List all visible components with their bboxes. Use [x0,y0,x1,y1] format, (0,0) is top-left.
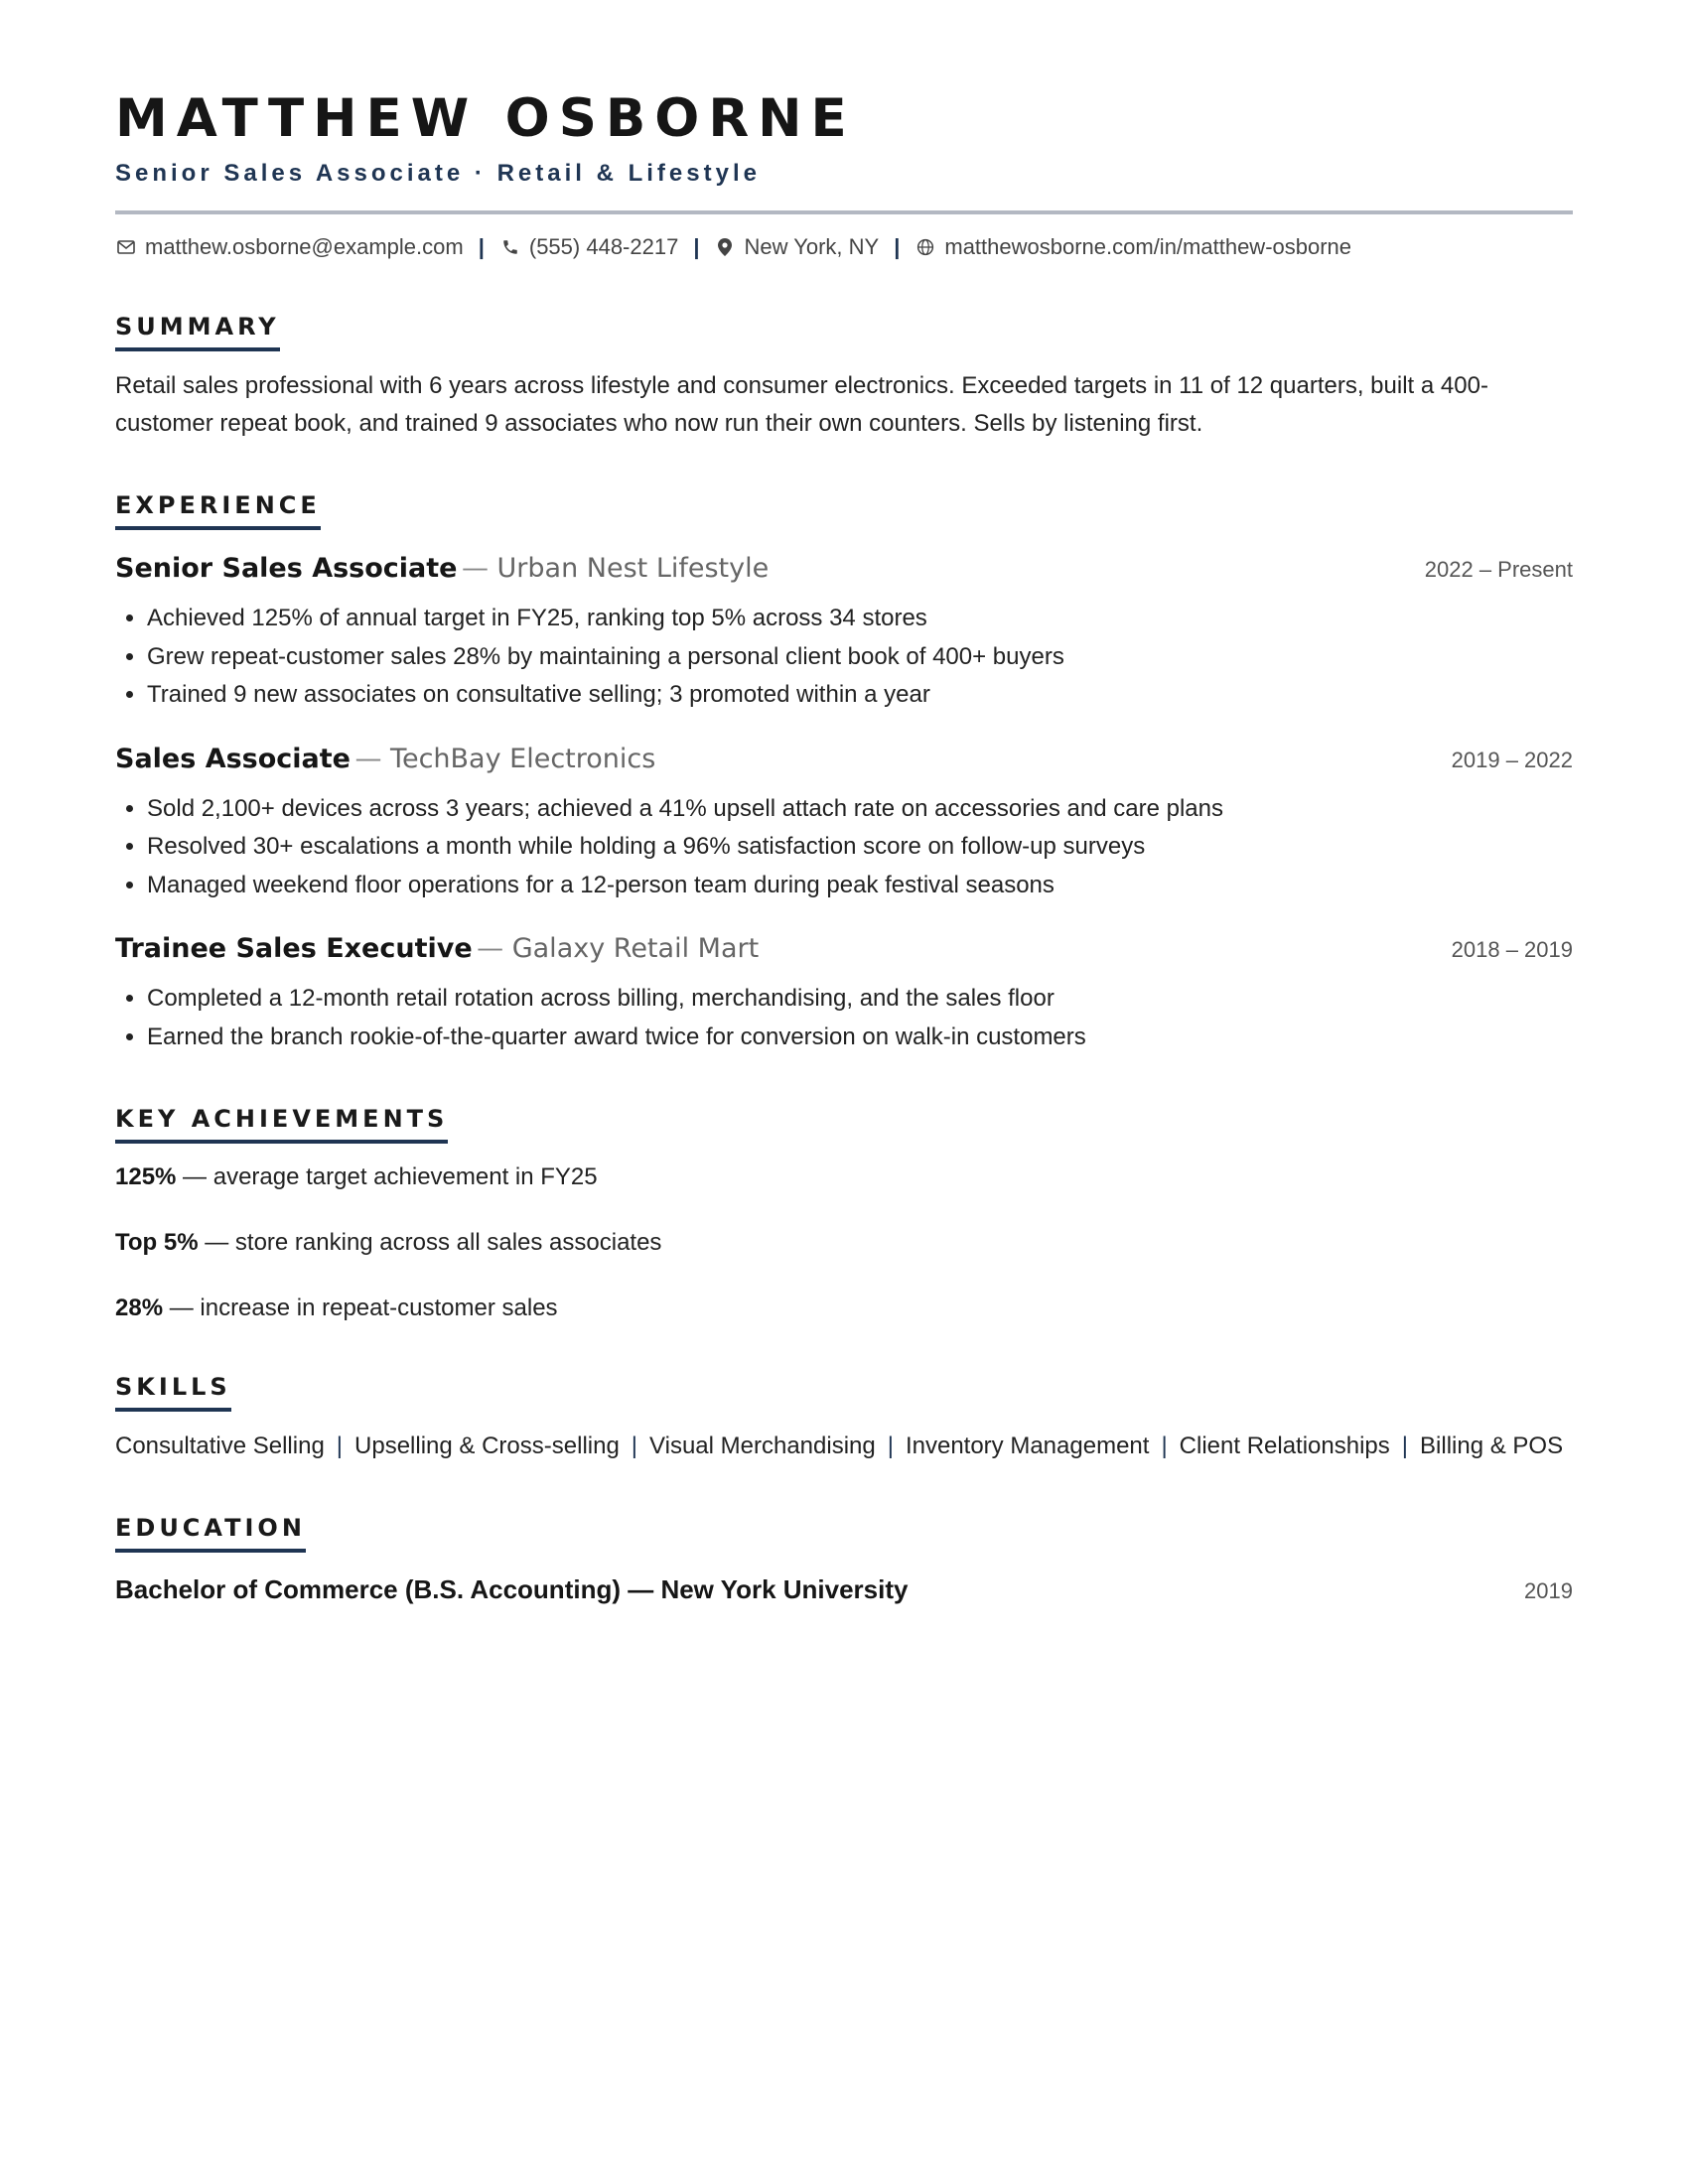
contact-phone[interactable] [499,234,678,260]
job-bullet: • Trained 9 new associates on consultative selling; 3 promoted within a year [147,676,1573,715]
job-entry [115,552,1573,715]
globe-icon [914,236,936,258]
job-role: Sales Associate [115,743,351,774]
skill-item: Client Relationships [1179,1433,1390,1459]
achievement-item [115,1293,1573,1324]
resume-header [115,87,1573,262]
job-company: Galaxy Retail Mart [511,933,760,964]
job-bullet: • Completed a 12-month retail rotation across billing, merchandising, and the sales floor [147,980,1573,1019]
education-entry [115,1574,1573,1605]
job-bullet: • Earned the branch rookie-of-the-quarter award twice for conversion on walk-in customers [147,1019,1573,1057]
skills-section [115,1372,1573,1465]
job-entry [115,932,1573,1056]
skill-item: Inventory Management [905,1433,1150,1459]
education-degree: Bachelor of Commerce (B.S. Accounting) — New York University [115,1574,909,1604]
education-year: 2019 [1524,1578,1573,1603]
contact-separator: | [478,234,485,259]
job-company: TechBay Electronics [390,743,656,774]
skills-list [115,1428,1573,1465]
location-pin-icon [714,236,736,258]
achievement-text: — average target achievement in FY25 [176,1163,598,1190]
envelope-icon [115,236,137,258]
skill-separator: | [631,1433,638,1459]
skill-item: Visual Merchandising [649,1433,876,1459]
contact-email-text: matthew.osborne@example.com [145,234,464,259]
achievement-list [115,1161,1573,1324]
job-header [115,743,1573,780]
job-role: Senior Sales Associate [115,553,458,584]
skill-item: Upselling & Cross-selling [354,1433,620,1459]
header-divider [115,210,1573,214]
section-title-experience: EXPERIENCE [115,490,321,530]
contact-location-text: New York, NY [744,234,880,259]
job-dash: — [354,743,382,774]
job-header [115,552,1573,590]
skill-separator: | [1401,1433,1409,1459]
contact-location [714,234,879,260]
job-bullet: • Sold 2,100+ devices across 3 years; achieved a 41% upsell attach rate on accessories and care plans [147,790,1573,829]
section-title-summary: SUMMARY [115,312,280,351]
phone-icon [499,236,521,258]
job-company: Urban Nest Lifestyle [496,553,770,584]
job-heading [115,932,759,970]
job-heading [115,552,769,590]
contact-separator: | [693,234,700,259]
job-entry [115,743,1573,905]
achievement-item [115,1161,1573,1193]
skill-item: Consultative Selling [115,1433,325,1459]
job-bullets [115,790,1573,905]
achievement-metric: 28% [115,1295,164,1321]
section-title-education: EDUCATION [115,1513,306,1553]
summary-section [115,312,1573,443]
skill-separator: | [887,1433,894,1459]
section-title-achievements: KEY ACHIEVEMENTS [115,1104,448,1144]
section-title-skills: SKILLS [115,1372,231,1412]
job-dash: — [477,933,504,964]
job-dates: 2022 – Present [1424,557,1573,582]
job-dates: 2019 – 2022 [1451,747,1573,772]
education-section [115,1513,1573,1605]
contact-website[interactable] [914,234,1351,260]
job-bullet: • Resolved 30+ escalations a month while holding a 96% satisfaction score on follow-up surveys [147,828,1573,867]
skill-item: Billing & POS [1420,1433,1564,1459]
summary-text: Retail sales professional with 6 years across lifestyle and consumer electronics. Exceeded targets in 11 of 12 quarters, built a 400-customer repeat book, and trained 9 associates who now run their own counters. Sells by listening first. [115,372,1488,437]
job-bullet: • Managed weekend floor operations for a 12-person team during peak festival seasons [147,867,1573,905]
job-dates: 2018 – 2019 [1451,937,1573,962]
candidate-name: MATTHEW OSBORNE [115,88,856,149]
candidate-tagline: Senior Sales Associate · Retail & Lifestyle [115,160,761,187]
experience-section [115,490,1573,1056]
achievement-text: — increase in repeat-customer sales [163,1295,558,1321]
job-bullets [115,980,1573,1056]
achievement-text: — store ranking across all sales associates [198,1229,662,1256]
contact-separator: | [894,234,901,259]
contact-email[interactable] [115,234,464,260]
contact-bar [115,232,1573,262]
contact-website-text: matthewosborne.com/in/matthew-osborne [944,234,1352,259]
achievement-metric: Top 5% [115,1229,199,1256]
job-heading [115,743,655,780]
job-dash: — [461,553,489,584]
achievement-metric: 125% [115,1163,177,1190]
job-role: Trainee Sales Executive [115,933,473,964]
skill-separator: | [336,1433,344,1459]
contact-phone-text: (555) 448-2217 [528,234,679,259]
job-bullet: • Achieved 125% of annual target in FY25, ranking top 5% across 34 stores [147,600,1573,638]
job-header [115,932,1573,970]
achievements-section [115,1104,1573,1324]
skill-separator: | [1161,1433,1168,1459]
job-bullets [115,600,1573,715]
achievement-item [115,1227,1573,1259]
job-bullet: • Grew repeat-customer sales 28% by maintaining a personal client book of 400+ buyers [147,638,1573,677]
